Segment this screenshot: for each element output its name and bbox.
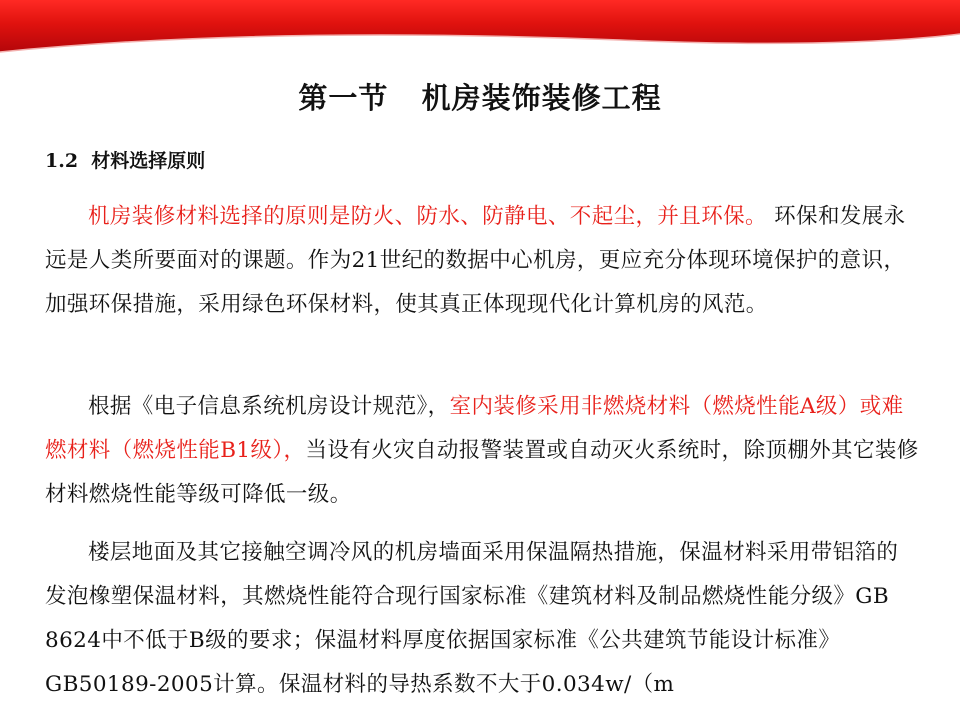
paragraph-1 (45, 195, 920, 327)
slide-title: 第一节 机房装饰装修工程 (298, 81, 662, 115)
paragraph-3-text: 楼层地面及其它接触空调冷风的机房墙面采用保温隔热措施，保温材料采用带铝箔的发泡橡塑保温材料，其燃烧性能符合现行国家标准《建筑材料及制品燃烧性能分级》GB 8624中不低于B级的要求；保温材料厚度依据国家标准《公共建筑节能设计标准》GB50189-2005计算。保温材料的导热系数不大于0.034w/（m (45, 540, 899, 697)
watermark-cover (800, 660, 940, 700)
header-wave-decoration (0, 30, 960, 70)
paragraph-1-red-text: 机房装修材料选择的原则是防火、防水、防静电、不起尘，并且环保。 (88, 204, 767, 229)
paragraph-1-text: 环保和发展永远是人类所要面对的课题。作为21世纪的数据中心机房，更应充分体现环境保护的意识，加强环保措施，采用绿色环保材料，使其真正体现现代化计算机房的风范。 (45, 204, 906, 317)
paragraph-2-red-text: 室内装修采用非燃烧材料（燃烧性能A级）或难燃材料（燃烧性能B1级）， (45, 394, 904, 463)
section-heading: 1.2 材料选择原则 (45, 150, 206, 172)
paragraph-3 (45, 531, 920, 707)
paragraph-2-text-end: 当设有火灾自动报警装置或自动灭火系统时，除顶棚外其它装修材料燃烧性能等级可降低一级。 (45, 438, 919, 507)
paragraph-2-text-start: 根据《电子信息系统机房设计规范》， (88, 394, 450, 419)
paragraph-2 (45, 385, 920, 517)
